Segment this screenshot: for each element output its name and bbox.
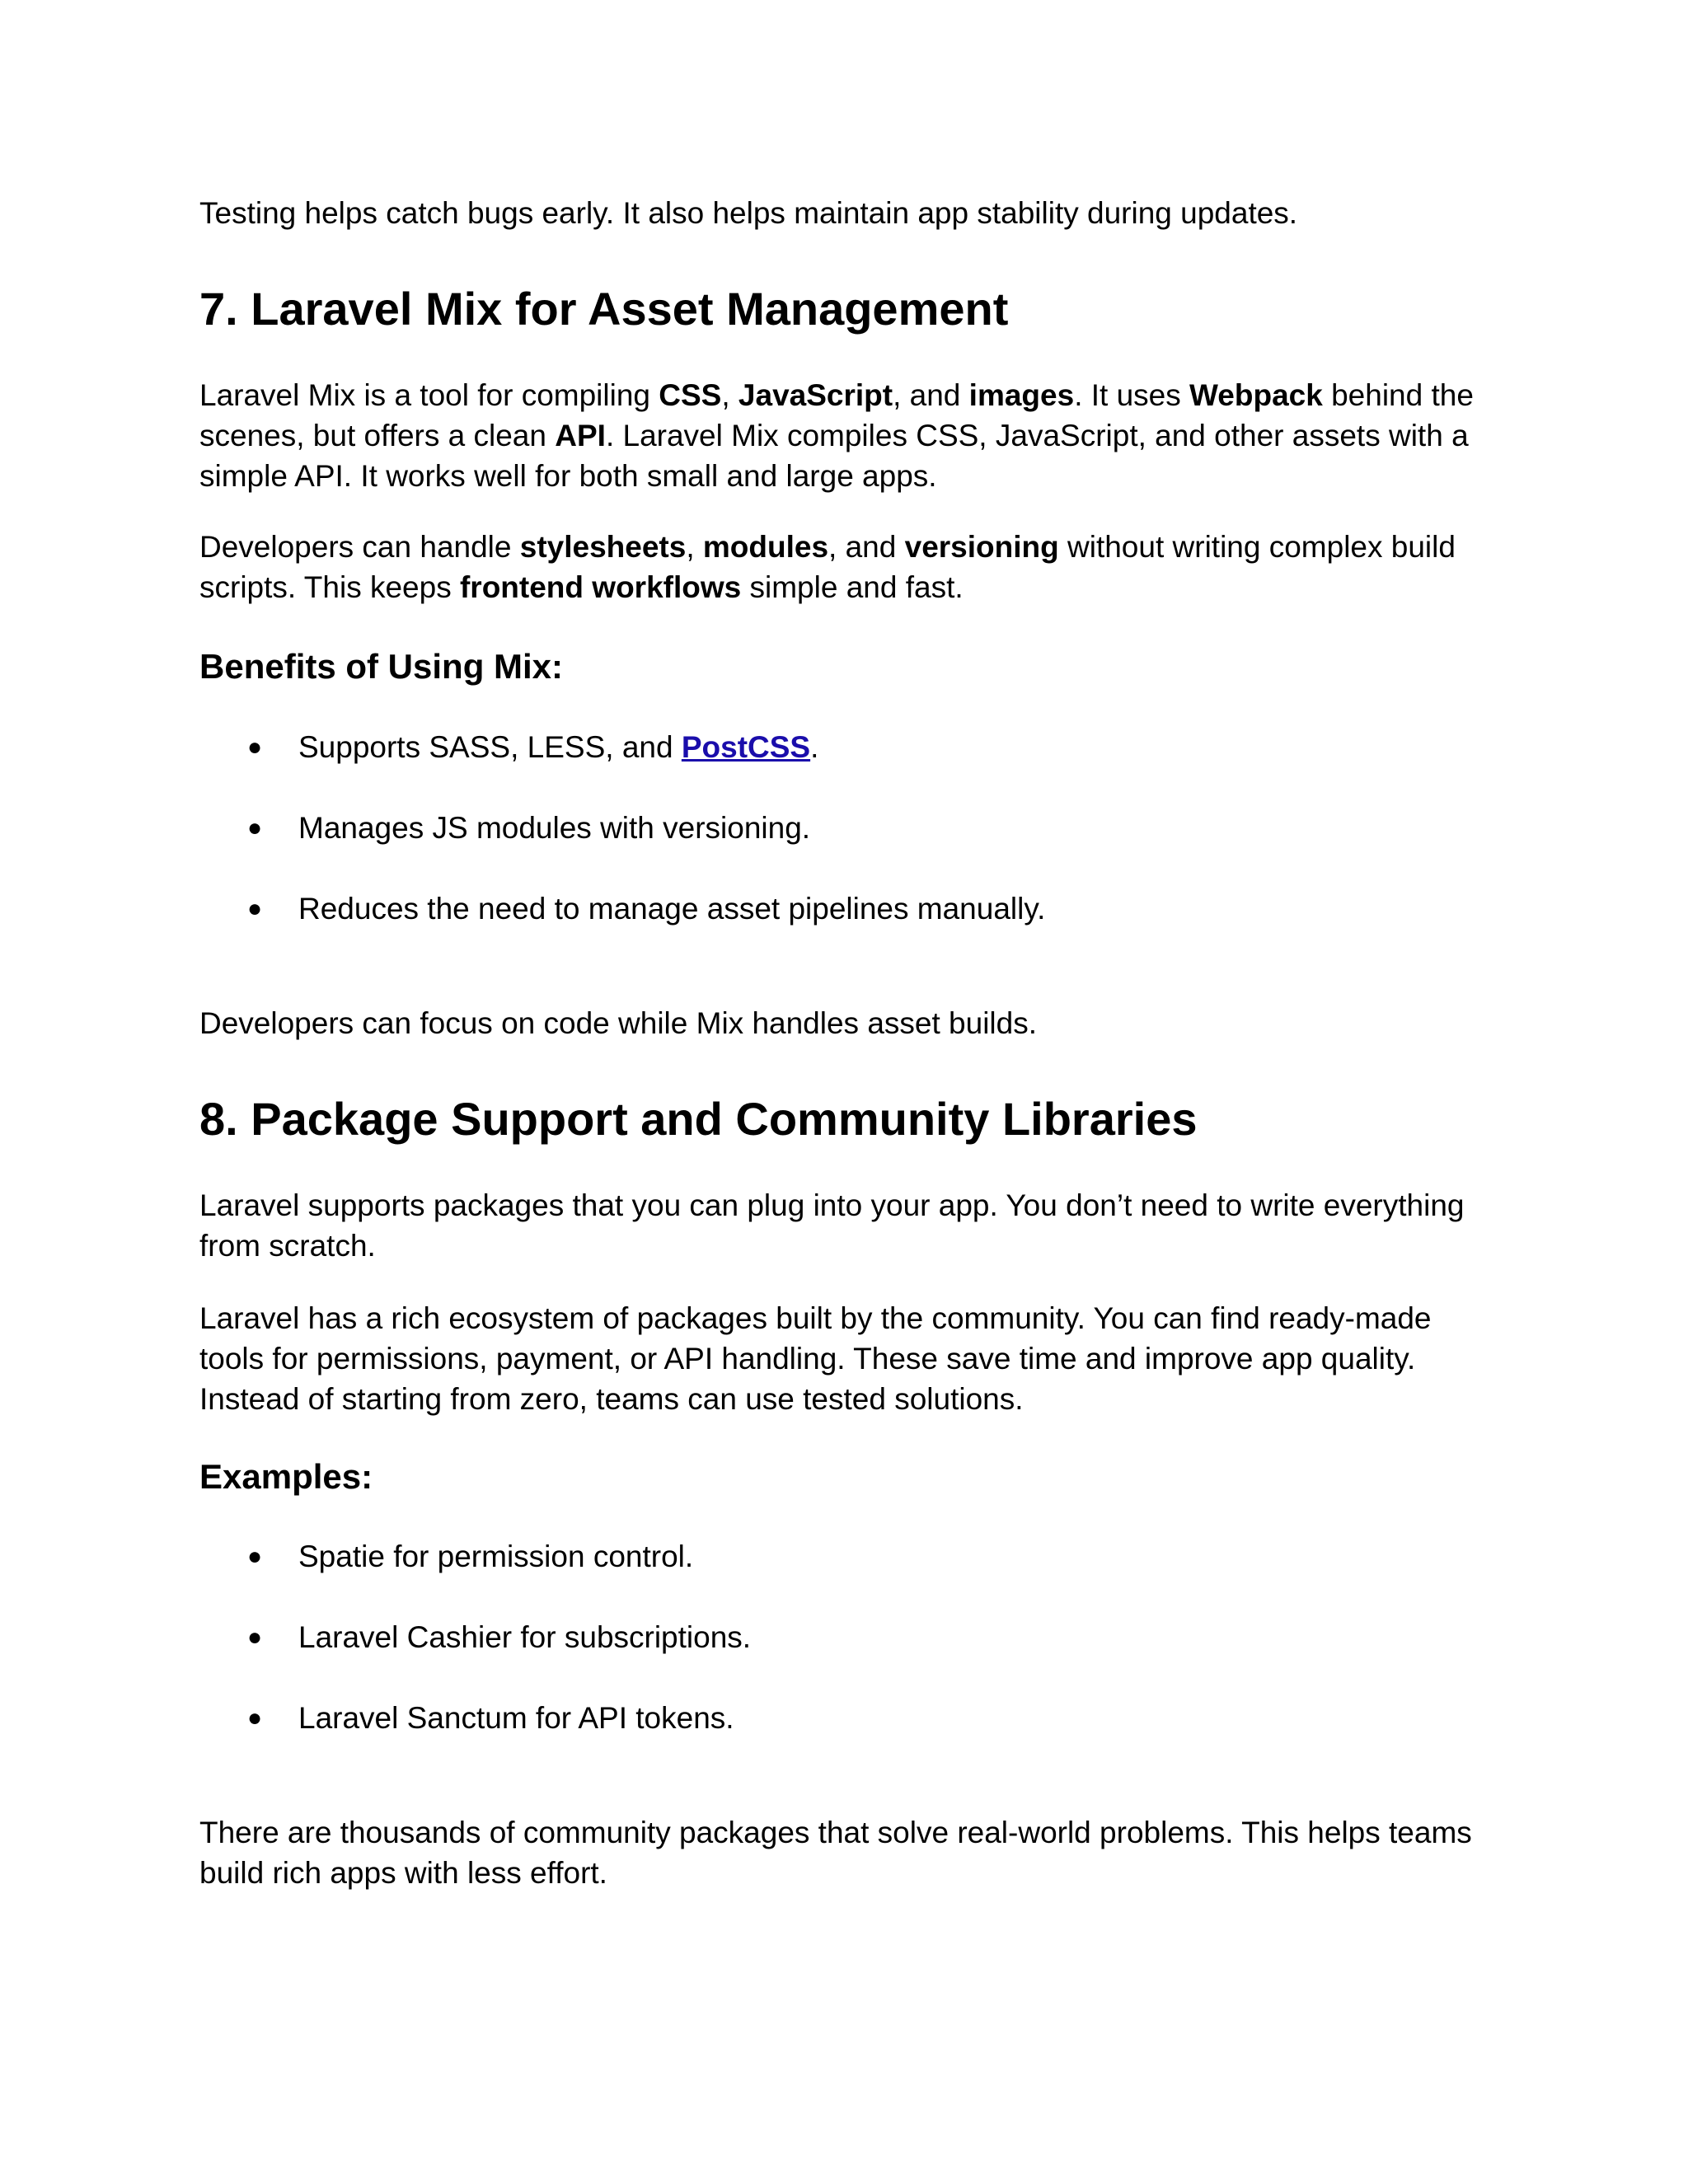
section-7-paragraph-2: Developers can handle stylesheets, modules, and versioning without writing complex build scripts. This keeps frontend workflows simple and fast. [199,530,1456,604]
bullet-icon: ● [247,1704,263,1732]
list-item: ● Laravel Cashier for subscriptions. [199,1617,1502,1698]
section-8-closing: There are thousands of community packages that solve real-world problems. This helps teams build rich apps with less effort. [199,1816,1472,1890]
bold-javascript: JavaScript [738,378,893,412]
bullet-icon: ● [247,1624,263,1651]
bullet-icon: ● [247,733,263,761]
intro-paragraph: Testing helps catch bugs early. It also helps maintain app stability during updates. [199,196,1298,230]
bold-css: CSS [659,378,722,412]
section-8-heading: 8. Package Support and Community Libraries [199,1093,1198,1145]
postcss-link[interactable]: PostCSS [681,730,811,764]
list-item: ● Laravel Sanctum for API tokens. [199,1698,1502,1779]
section-8-paragraph-2: Laravel has a rich ecosystem of packages built by the community. You can find ready-made tools for permissions, payment, or API handling. These save time and improve app quality. Instead of starting from zero, teams can use tested solutions. [199,1301,1432,1416]
benefits-list [199,727,1502,969]
list-item: ● Manages JS modules with versioning. [199,808,1502,888]
bullet-icon: ● [247,895,263,922]
section-7-paragraph-1: Laravel Mix is a tool for compiling CSS, JavaScript, and images. It uses Webpack behind the scenes, but offers a clean API. Laravel Mix compiles CSS, JavaScript, and other assets with a simple API. It works well for both small and large apps. [199,378,1474,493]
list-item: ● Supports SASS, LESS, and PostCSS. [199,727,1502,808]
bold-modules: modules [702,530,829,564]
bold-stylesheets: stylesheets [519,530,687,564]
list-item: ● Spatie for permission control. [199,1536,1502,1617]
bold-images: images [968,378,1075,412]
bold-webpack: Webpack [1189,378,1323,412]
section-7-closing: Developers can focus on code while Mix handles asset builds. [199,1006,1038,1040]
examples-subheading: Examples: [199,1457,373,1496]
benefits-subheading: Benefits of Using Mix: [199,647,564,686]
bold-api: API [555,419,606,452]
examples-list [199,1536,1502,1779]
bold-frontend-workflows: frontend workflows [459,570,742,604]
list-item: ● Reduces the need to manage asset pipelines manually. [199,888,1502,969]
bold-versioning: versioning [904,530,1059,564]
bullet-icon: ● [247,814,263,841]
bullet-icon: ● [247,1543,263,1570]
section-7-heading: 7. Laravel Mix for Asset Management [199,283,1009,335]
section-8-paragraph-1: Laravel supports packages that you can plug into your app. You don’t need to write everything from scratch. [199,1188,1465,1263]
